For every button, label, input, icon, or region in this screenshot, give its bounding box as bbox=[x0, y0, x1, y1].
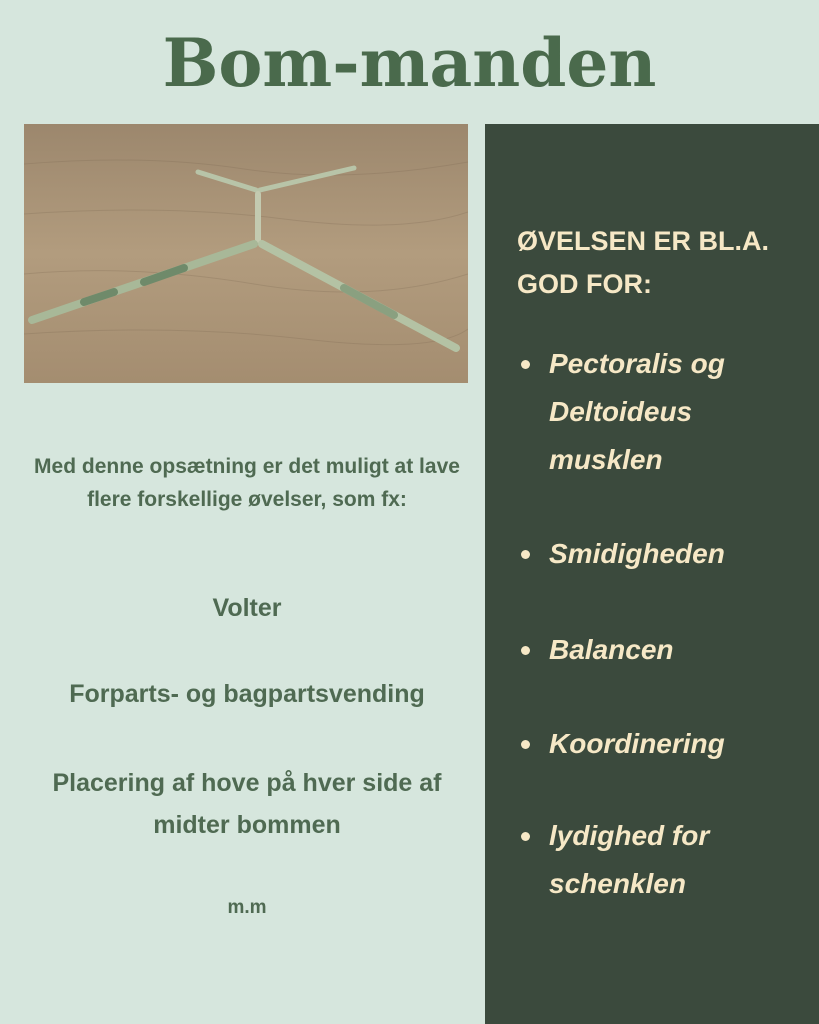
bullet-dot-icon bbox=[521, 740, 530, 749]
exercise-hove: Placering af hove på hver side af midter bommen bbox=[52, 769, 442, 839]
bullet-dot-icon bbox=[521, 360, 530, 369]
bullet-dot-icon bbox=[521, 550, 530, 559]
exercise-vending: Forparts- og bagpartsvending bbox=[69, 680, 425, 708]
benefits-panel: ØVELSEN ER BL.A. GOD FOR: Pectoralis og Deltoideus musklen Smidigheden Balancen Koordinering lydighed for schenklen bbox=[485, 124, 819, 1024]
page-title: Bom-manden bbox=[162, 24, 657, 102]
exercise-volter: Volter bbox=[212, 594, 282, 622]
bullet-dot-icon bbox=[521, 832, 530, 841]
etc-text: m.m bbox=[227, 897, 267, 918]
intro-text: Med denne opsætning er det muligt at lave flere forskellige øvelser, som fx: bbox=[34, 455, 460, 511]
bullet-dot-icon bbox=[521, 646, 530, 655]
arena-poles-photo bbox=[24, 124, 468, 383]
benefits-heading: ØVELSEN ER BL.A. GOD FOR: bbox=[517, 226, 770, 299]
